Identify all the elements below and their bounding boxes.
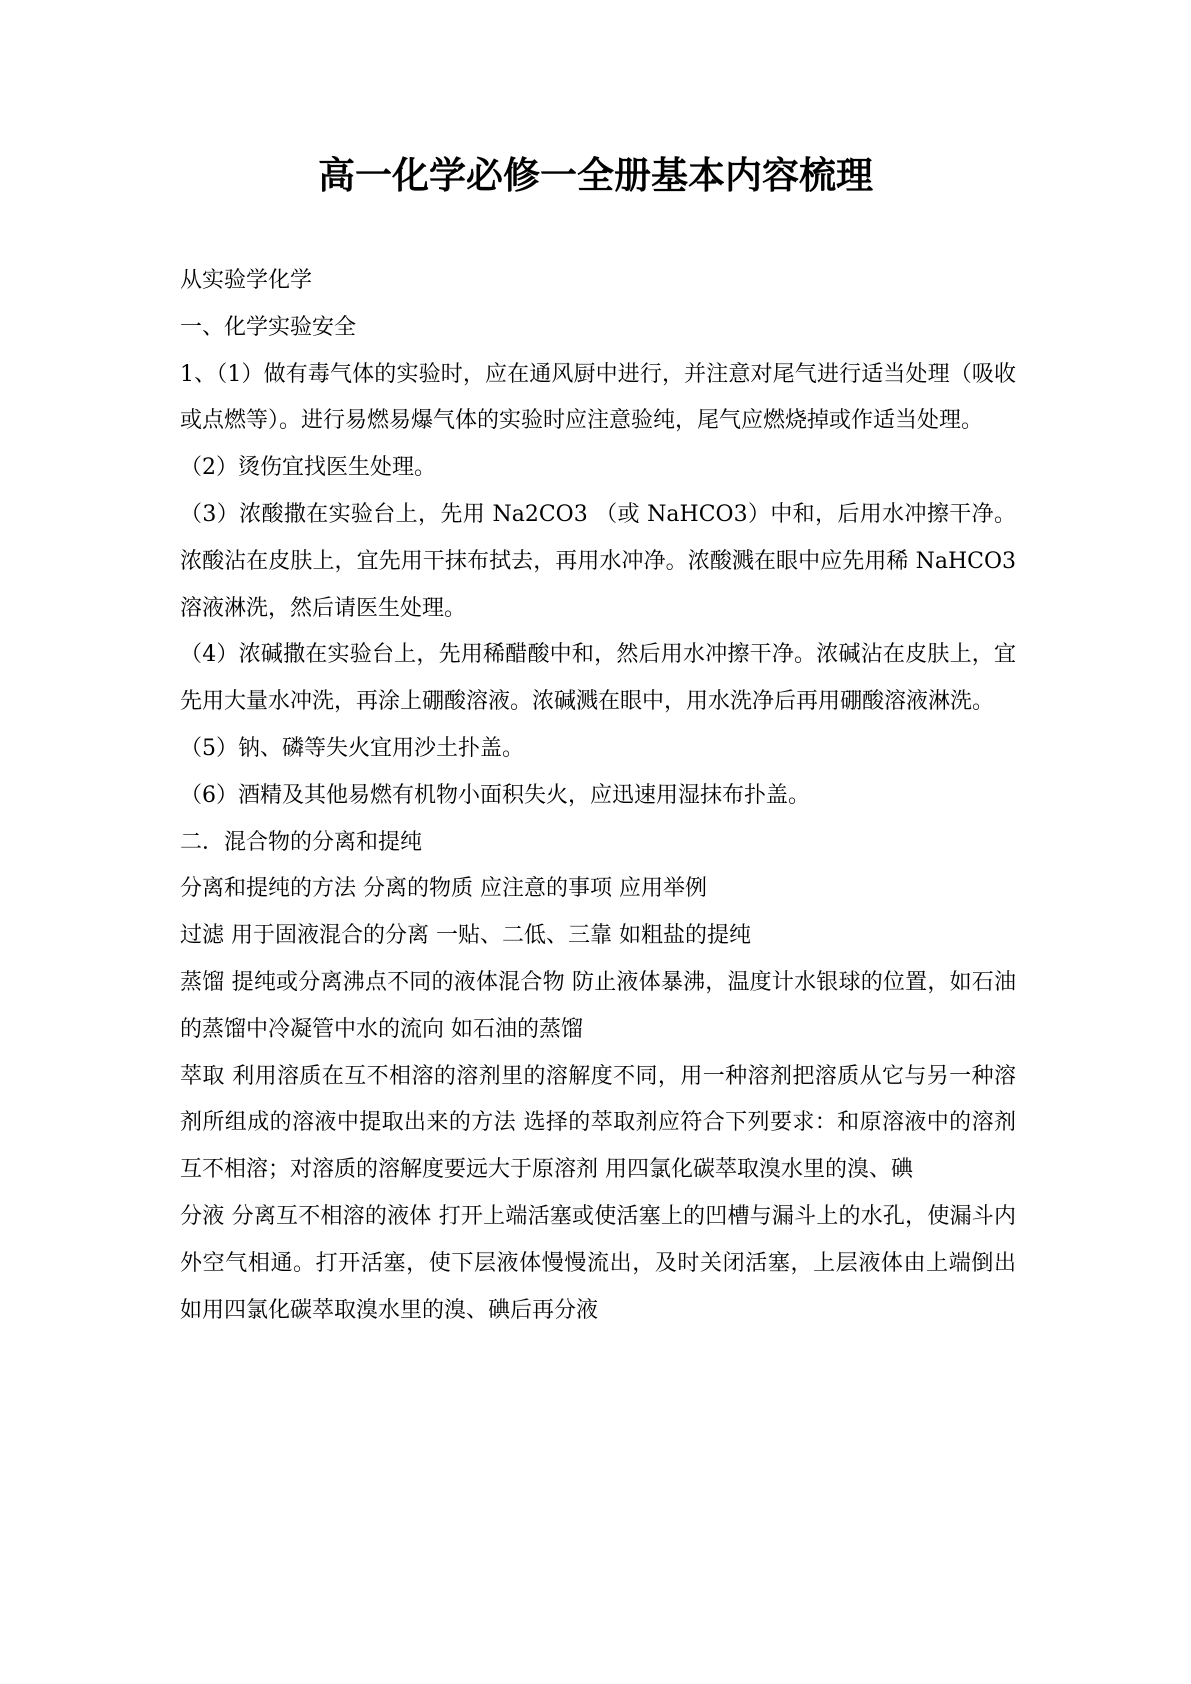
paragraph-burn: （2）烫伤宜找医生处理。 <box>180 455 436 481</box>
paragraph-alkali-spill: （4）浓碱撒在实验台上，先用稀醋酸中和，然后用水冲擦干净。浓碱沾在皮肤上，宜先用大量水冲洗，再涂上硼酸溶液。浓碱溅在眼中，用水洗净后再用硼酸溶液淋洗。 <box>180 642 1016 715</box>
section-heading-experiment-chemistry: 从实验学化学 <box>180 268 313 293</box>
document-body <box>180 258 1016 1334</box>
section-heading-lab-safety: 一、化学实验安全 <box>180 314 357 340</box>
paragraph-table-header: 分离和提纯的方法 分离的物质 应注意的事项 应用举例 <box>180 876 707 902</box>
paragraph-sodium-fire: （5）钠、磷等失火宜用沙土扑盖。 <box>180 735 524 761</box>
paragraph-extraction: 萃取 利用溶质在互不相溶的溶剂里的溶解度不同，用一种溶剂把溶质从它与另一种溶剂所组成的溶液中提取出来的方法 选择的萃取剂应符合下列要求：和原溶液中的溶剂互不相溶；对溶质的溶解度要远大于原溶剂 用四氯化碳萃取溴水里的溴、碘 <box>180 1063 1016 1183</box>
paragraph-distillation: 蒸馏 提纯或分离沸点不同的液体混合物 防止液体暴沸，温度计水银球的位置，如石油的蒸馏中冷凝管中水的流向 如石油的蒸馏 <box>180 969 1016 1042</box>
paragraph-acid-spill: （3）浓酸撒在实验台上，先用 Na2CO3 （或 NaHCO3）中和，后用水冲擦干净。浓酸沾在皮肤上，宜先用干抹布拭去，再用水冲净。浓酸溅在眼中应先用稀 NaHCO3 溶液淋洗，然后请医生处理。 <box>180 501 1016 621</box>
paragraph-filtration: 过滤 用于固液混合的分离 一贴、二低、三靠 如粗盐的提纯 <box>180 923 751 949</box>
paragraph-liquid-separation: 分液 分离互不相溶的液体 打开上端活塞或使活塞上的凹槽与漏斗上的水孔，使漏斗内外空气相通。打开活塞，使下层液体慢慢流出，及时关闭活塞，上层液体由上端倒出 如用四氯化碳萃取溴水里的溴、碘后再分液 <box>180 1203 1016 1323</box>
document-title: 高一化学必修一全册基本内容梳理 <box>318 153 873 197</box>
paragraph-toxic-gas: 1、（1）做有毒气体的实验时，应在通风厨中进行，并注意对尾气进行适当处理（吸收或点燃等）。进行易燃易爆气体的实验时应注意验纯，尾气应燃烧掉或作适当处理。 <box>180 361 1016 434</box>
section-heading-separation: 二．混合物的分离和提纯 <box>180 829 423 855</box>
paragraph-alcohol-fire: （6）酒精及其他易燃有机物小面积失火，应迅速用湿抹布扑盖。 <box>180 782 810 808</box>
